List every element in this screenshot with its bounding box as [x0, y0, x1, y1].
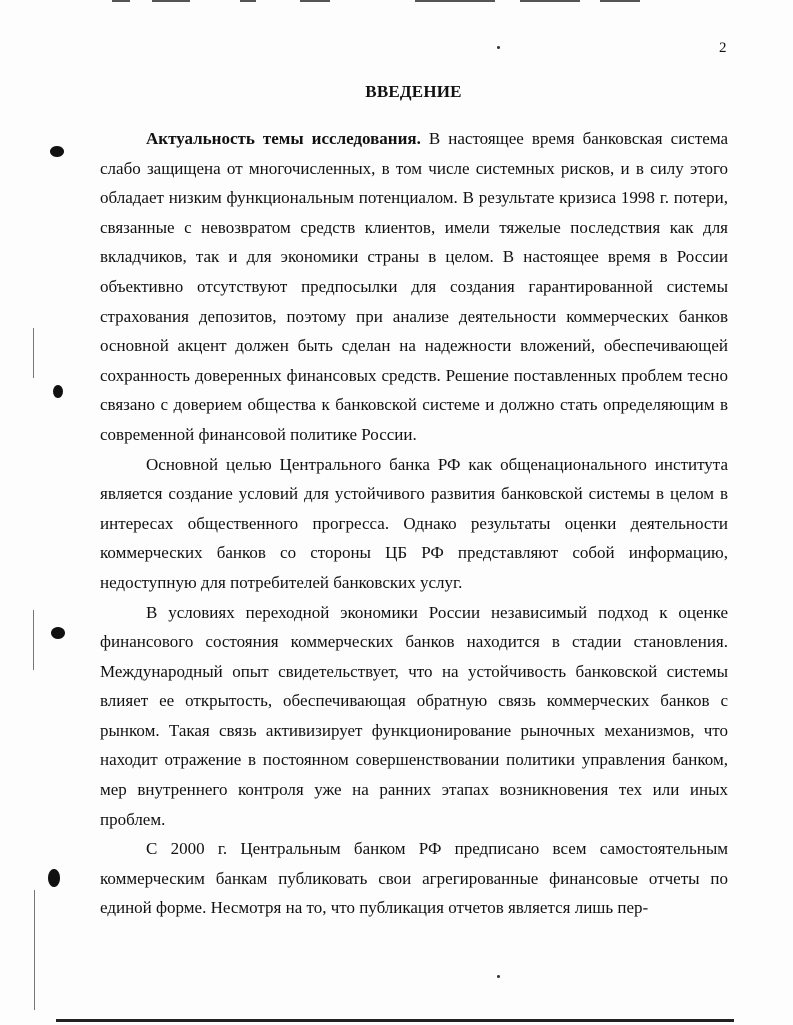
punch-hole-mark	[48, 869, 60, 887]
paragraph: С 2000 г. Центральным банком РФ предписано всем самостоятельным коммерческим банкам публиковать свои агрегированные финансовые отчеты по единой форме. Несмотря на то, что публикация отчетов является лишь пер-	[100, 839, 728, 918]
scan-artifact	[300, 0, 330, 2]
paragraph-text: В настоящее время банковская система слабо защищена от многочисленных, в том числе системных рисков, и в силу этого обладает низким функциональным потенциалом. В результате кризиса 1998 г. потери, связанные с невозвратом средств клиентов, имели тяжелые последствия как для вкладчиков, так и для экономики страны в целом. В настоящее время в России объективно отсутствуют предпосылки для создания гарантированной системы страхования депозитов, поэтому при анализе деятельности коммерческих банков основной акцент должен быть сделан на надежности вложений, обеспечивающей сохранность доверенных финансовых средств. Решение поставленных проблем тесно связано с доверием общества к банковской системе и должно стать определяющим в современной финансовой политике России.	[100, 129, 729, 444]
scan-artifact	[152, 0, 190, 2]
scan-margin-line	[33, 610, 34, 670]
punch-hole-mark	[50, 146, 64, 157]
page-title: ВВЕДЕНИЕ	[365, 82, 462, 101]
scan-artifact	[415, 0, 495, 2]
paragraph: Основной целью Центрального банка РФ как общенационального института является создание условий для устойчивого развития банковской системы в целом в интересах общественного прогресса. Однако результаты оценки деятельности коммерческих банков со стороны ЦБ РФ представляют собой информацию, недоступную для потребителей банковских услуг.	[100, 454, 728, 592]
scan-margin-line	[34, 890, 35, 1010]
scan-artifact	[520, 0, 580, 2]
paragraph: В условиях переходной экономики России независимый подход к оценке финансового состояния коммерческих банков находится в стадии становления. Международный опыт свидетельствует, что на устойчивость банковской системы влияет ее открытость, обеспечивающая обратную связь коммерческих банков с рынком. Такая связь активизирует функционирование рыночных механизмов, что находит отражение в постоянном совершенствовании политики управления банком, мер внутреннего контроля уже на ранних этапах возникновения тех или иных проблем.	[100, 602, 728, 829]
punch-hole-mark	[53, 385, 63, 398]
scan-margin-line	[33, 328, 34, 378]
scan-artifact	[600, 0, 640, 2]
scan-speck	[497, 46, 500, 49]
paragraph	[100, 124, 728, 450]
bottom-rule	[56, 1019, 734, 1022]
page-number: 2	[719, 40, 727, 56]
scan-speck	[497, 975, 500, 978]
scan-artifact	[240, 0, 256, 2]
scan-artifact	[112, 0, 130, 2]
punch-hole-mark	[51, 627, 65, 639]
paragraph-lead: Актуальность темы исследования.	[146, 129, 421, 148]
body-text	[100, 124, 728, 923]
